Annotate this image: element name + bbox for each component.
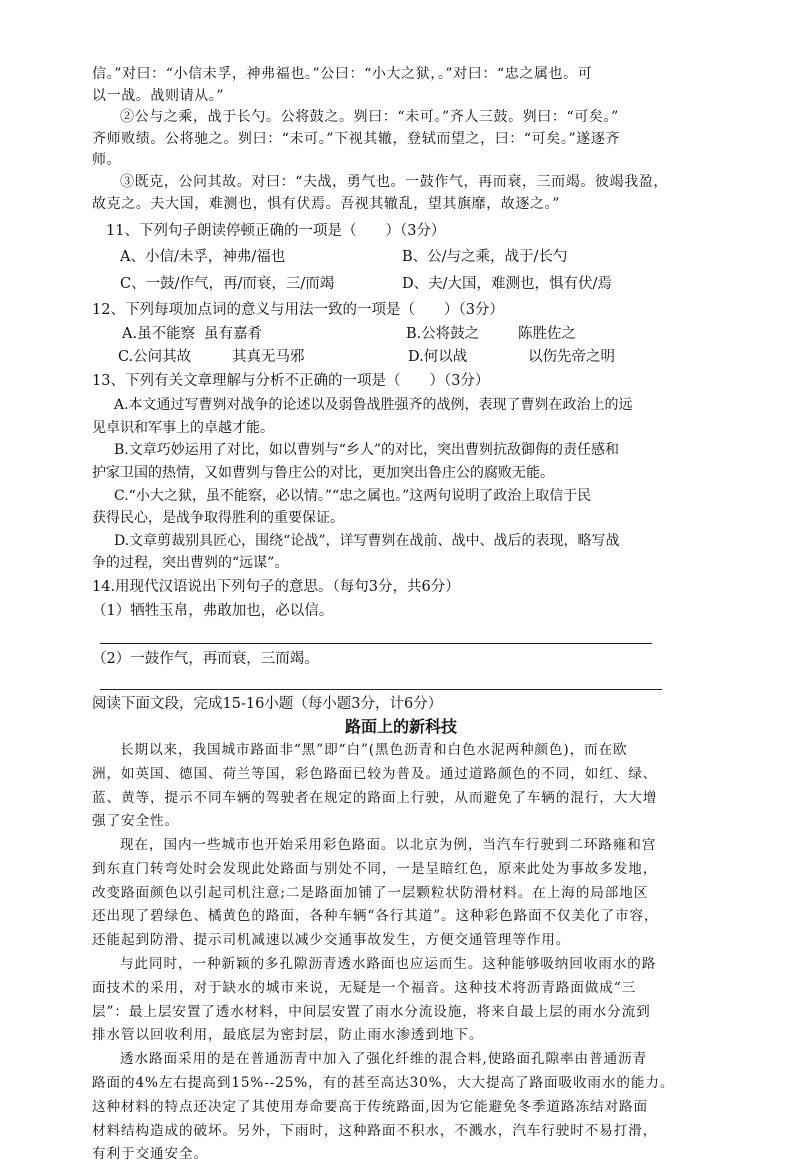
option-b-word2: 陈胜佐之 [518,326,576,343]
question-12 [92,298,710,369]
paragraph-line: 蓝、黄等，提示不同车辆的驾驶者在规定的路面上行驶，从而避免了车辆的混行，大大增 [92,789,658,806]
option-text: B.文章巧妙运用了对比，如以曹刿与“乡人”的对比，突出曹刿抗敌御侮的责任感和 [114,442,620,459]
option-c: C、一鼓/作气，再/而衰，三/而竭 [120,276,335,293]
option-row [92,244,710,271]
paragraph-line: 面技术的采用，对于缺水的城市来说，无疑是一个福音。这种技术将沥青路面做成“三 [92,979,637,996]
sentence-1: （1）牺牲玉帛，弗敢加也，必以信。 [92,602,334,619]
paragraph-line: 与此同时，一种新颖的多孔隙沥青透水路面也应运而生。这种能够吸纳回收雨水的路 [120,956,657,973]
paragraph-line: 洲，如英国、德国、荷兰等国，彩色路面已较为普及。通过道路颜色的不同，如红、绿、 [92,765,658,782]
paragraph-line: 现在，国内一些城市也开始采用彩色路面。以北京为例，当汽车行驶到二环路雍和宫 [120,837,657,854]
option-b: B、公/与之乘，战于/长勺 [402,249,568,266]
question-stem: 13、下列有关文章理解与分析不正确的一项是（ ）（3分） [92,373,490,390]
question-14 [92,575,710,690]
passage-line: 信。”对曰：“小信未孚，神弗福也。”公曰：“小大之狱，。”对曰：“忠之属也。可 [92,66,593,82]
paragraph-line: 排水管以回收利用，最底层为密封层，防止雨水渗透到地下。 [92,1027,484,1044]
article-title: 路面上的新科技 [344,716,457,736]
question-stem: 14.用现代汉语说出下列句子的意思。（每句3分，共6分） [92,578,460,595]
option-text: 获得民心，是战争取得胜利的重要保证。 [92,510,344,527]
option-d-word2: 以伤先帝之明 [528,349,615,366]
option-row [92,346,710,369]
sentence-2: （2）一鼓作气，再而衰，三而竭。 [92,650,319,667]
paragraph-line: 路面的4%左右提高到15%--25%，有的甚至高达30%，大大提高了路面吸收雨水的能力。 [92,1075,675,1092]
paragraph-line: 有利于交通安全。 [92,1146,208,1163]
paragraph-line: 还能起到防滑、提示司机减速以减少交通事故发生，方便交通管理等作用。 [92,932,571,949]
option-text: 争的过程，突出曹刿的“远谋”。 [92,555,289,572]
passage-line: ③既克，公问其故。对曰：“夫战，勇气也。一鼓作气，再而衰，三而竭。彼竭我盈， [120,173,668,190]
option-c-word1: C.公问其故 [118,349,192,366]
answer-line-2[interactable] [100,688,662,690]
question-stem: 11、下列句子朗读停顿正确的一项是（ ）（3分） [106,223,446,240]
answer-line-1[interactable] [100,642,652,644]
option-b-word1: B.公将鼓之 [406,326,480,343]
passage-line: 故克之。夫大国，难测也，惧有伏焉。吾视其辙乱，望其旗靡，故逐之。” [92,195,560,212]
option-a-word2: 虽有嘉肴 [204,326,262,343]
passage-line: 齐师败绩。公将驰之。刿曰：“未可。”下视其辙，登轼而望之，曰：“可矣。”遂逐齐 [92,130,621,147]
passage-line: 师。 [92,152,122,169]
paragraph-line: 到东直门转弯处时会发现此处路面与别处不同，一是呈暗红色，原来此处为事故多发地， [92,860,658,877]
option-row [92,271,710,298]
paragraph-line: 材料结构造成的破坏。另外，下雨时，这种路面不积水，不溅水，汽车行驶时不易打滑， [92,1122,658,1139]
paragraph-line: 长期以来，我国城市路面非“黑”即“白”(黑色沥青和白色水泥两种颜色)，而在欧 [120,741,628,758]
question-13 [92,369,710,575]
option-d: D、夫/大国，难测也，惧有伏/焉 [402,276,612,293]
reading-instructions: 阅读下面文段，完成15-16小题（每小题3分，计6分） [92,695,443,712]
option-c-word2: 其真无马邪 [232,349,305,366]
option-row [92,323,710,346]
exam-page [92,64,710,1167]
option-a: A、小信/未孚，神弗/福也 [120,249,286,266]
option-a-word1: A.虽不能察 [122,326,196,343]
option-text: D.文章剪裁别具匠心，围绕“论战”，详写曹刿在战前、战中、战后的表现，略写战 [114,532,620,549]
paragraph-line: 还出现了碧绿色、橘黄色的路面，各种车辆“各行其道”。这种彩色路面不仅美化了市容， [92,908,659,925]
passage-line: 以一战。战则请从。” [92,87,225,104]
passage-continuation [92,64,710,215]
question-11 [92,219,710,298]
option-text: A.本文通过写曹刿对战争的论述以及弱鲁战胜强齐的战例，表现了曹刿在政治上的远 [114,397,633,414]
article-body [92,739,710,1167]
paragraph-line: 层”：最上层安置了透水材料，中间层安置了雨水分流设施，将来自最上层的雨水分流到 [92,1003,651,1020]
paragraph-line: 改变路面颜色以引起司机注意;二是路面加铺了一层颗粒状防滑材料。在上海的局部地区 [92,884,649,901]
paragraph-line: 强了安全性。 [92,813,179,830]
question-stem: 12、下列每项加点词的意义与用法一致的一项是（ ）（3分） [92,302,504,319]
paragraph-line: 透水路面采用的是在普通沥青中加入了强化纤维的混合料,使路面孔隙率由普通沥青 [120,1051,647,1068]
paragraph-line: 这种材料的特点还决定了其使用寿命要高于传统路面,因为它能避免冬季道路冻结对路面 [92,1098,648,1115]
passage-line: ②公与之乘，战于长勺。公将鼓之。刿曰：“未可。”齐人三鼓。刿曰：“可矣。” [120,109,619,126]
option-text: 护家卫国的热情，又如曹刿与鲁庄公的对比，更加突出鲁庄公的腐败无能。 [92,464,554,481]
option-text: 见卓识和军事上的卓越才能。 [92,419,274,436]
option-text: C.“小大之狱，虽不能察，必以情。”“忠之属也。”这两句说明了政治上取信于民 [114,487,592,504]
option-d-word1: D.何以战 [408,349,468,366]
